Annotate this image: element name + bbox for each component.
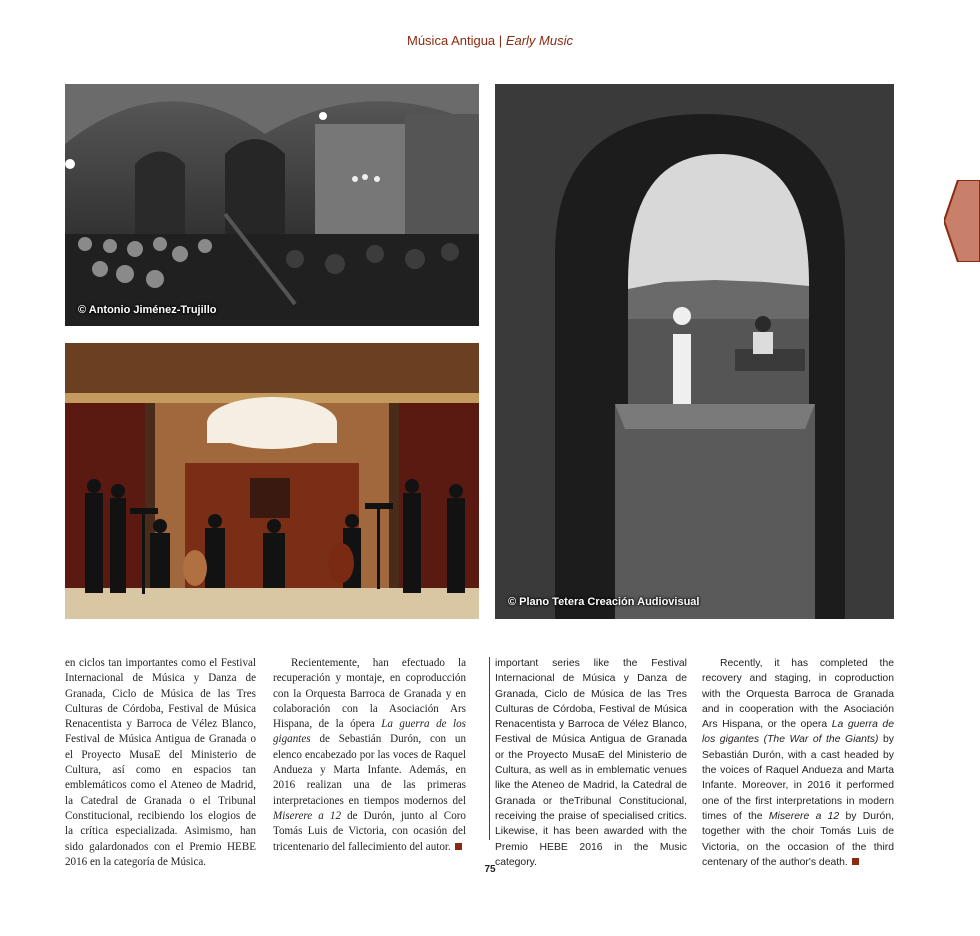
page-number: 75	[484, 864, 496, 875]
paragraph-es-2-part-b: de Sebastián Durón, con un elenco encabezado por las voces de Raquel Andueza y Marta Infante. Además, en 2016 realizan una de las primeras interpretaciones en tiempos modernos del	[273, 733, 466, 807]
text-column-en-2	[702, 656, 894, 870]
opera-title-translation: (The War of the Giants)	[763, 734, 879, 746]
page-edge-tab	[944, 180, 980, 262]
photo-credit-archway: © Plano Tetera Creación Audiovisual	[508, 596, 700, 608]
header-separator: |	[498, 33, 503, 48]
paragraph-es-2	[273, 656, 466, 855]
church-concert-image	[65, 84, 479, 326]
miserere-title-es: Miserere a 12	[273, 809, 342, 822]
paragraph-es-2-part-a: Recientemente, han efectuado la recuperación y montaje, en coproducción con la Orquesta Barroca de Granada y en colaboración con la Asociación Ars Hispana, de la ópera	[273, 657, 466, 731]
paragraph-en-1: important series like the Festival Internacional de Música y Danza de Granada, Ciclo de Música de las Tres Culturas de Córdoba, Festival de Música Renacentista y Barroca de Vélez Blanco, Festival de Música Antigua de Granada or the Proyecto MusaE del Ministerio de Cultura, as well as in emblematic venues like the Ateneo de Madrid, la Catedral de Granada or theTribunal Constitucional, receiving the praise of specialised critics. Likewise, it has been awarded with the Premio HEBE 2016 in the Music category.	[495, 658, 687, 868]
archway-image	[495, 84, 894, 619]
stage-ensemble-image	[65, 343, 479, 619]
paragraph-es-2-part-c: de Durón, junto al Coro Tomás Luis de Victoria, con ocasión del tricentenario del fallecimiento del autor.	[273, 809, 466, 853]
photo-credit-church: © Antonio Jiménez-Trujillo	[78, 304, 217, 316]
paragraph-es-1: en ciclos tan importantes como el Festival Internacional de Música y Danza de Granada, Ciclo de Música de las Tres Culturas de Córdoba, Festival de Música Renacentista y Barroca de Vélez Blanco, Festival de Música Antigua de Granada o el Proyecto MusaE del Ministerio de Cultura, así como en espacios tan emblemáticos como el Ateneo de Madrid, la Catedral de Granada o el Tribunal Constitucional, recibiendo los elogios de la crítica especializada. Asimismo, han sido galardonados con el Premio HEBE 2016 en la categoría de Música.	[65, 657, 256, 868]
miserere-title-en: Miserere a 12	[768, 810, 840, 822]
column-divider	[489, 657, 490, 840]
header-title-en: Early Music	[505, 33, 573, 48]
photo-archway-musicians	[495, 84, 894, 619]
paragraph-en-2-part-b: by Sebastián Durón, with a cast headed by the voices of Raquel Andueza and Marta Infante. Moreover, in 2016 it performed one of the first interpretations in modern times of the	[702, 734, 894, 822]
header-title-es: Música Antigua	[407, 33, 496, 48]
text-column-es-1	[65, 656, 256, 870]
photo-stage-ensemble	[65, 343, 479, 619]
text-column-en-1	[495, 656, 687, 870]
running-header	[0, 33, 980, 48]
text-column-es-2	[273, 656, 466, 855]
paragraph-en-2-part-c: by Durón, together with the choir Tomás Luis de Victoria, on the occasion of the third centenary of the author's death.	[702, 810, 894, 868]
paragraph-en-2-part-a: Recently, it has completed the recovery and staging, in coproduction with the Orquesta Barroca de Granada and in cooperation with the Asociación Ars Hispana, or the opera	[702, 658, 894, 731]
opera-title-en: La guerra de los gigantes	[702, 719, 894, 746]
opera-title-es: La guerra de los gigantes	[273, 718, 466, 746]
end-mark-es	[455, 843, 462, 850]
photo-church-concert	[65, 84, 479, 326]
paragraph-en-2	[702, 656, 894, 870]
